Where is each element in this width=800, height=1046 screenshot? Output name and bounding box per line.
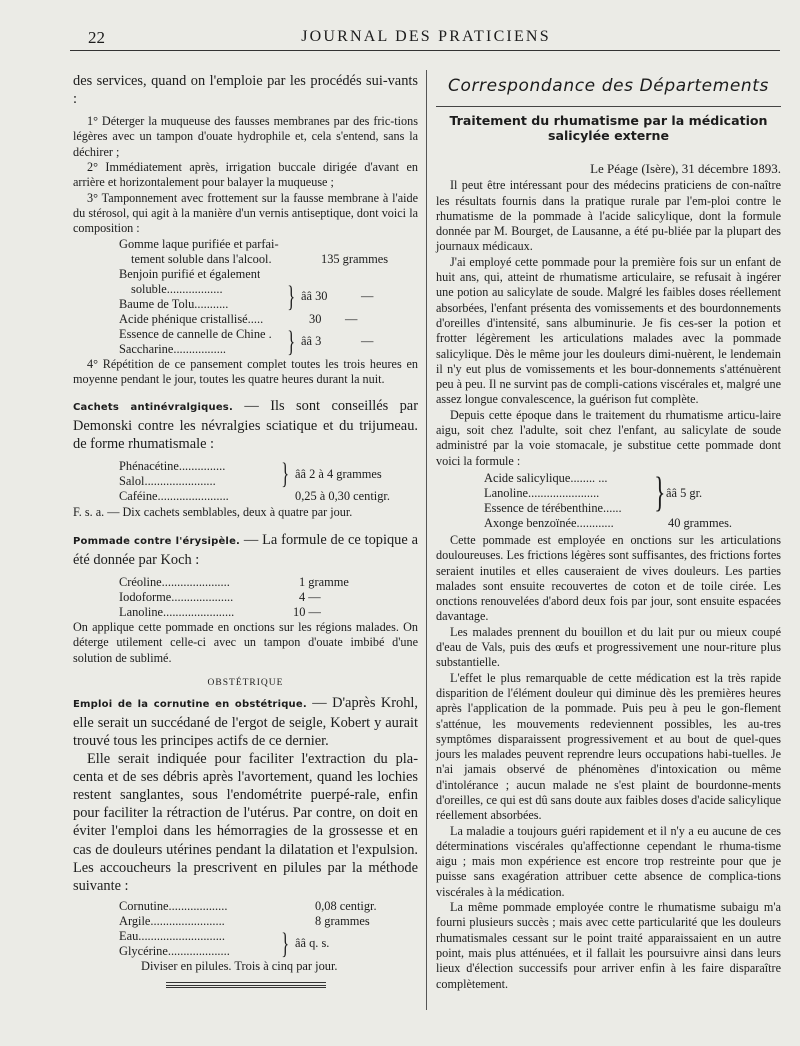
emploi-text: — D'après Krohl, elle serait un succédané de l'ergot de seigle, Kobert y aurait trouvé tous les principes actifs de ce dernier. bbox=[73, 694, 419, 749]
pilules-formula bbox=[119, 899, 418, 974]
step-2: 2° Immédiatement après, irrigation buccale dirigée d'avant en arrière et horizontalement pour balayer la muqueuse ; bbox=[73, 160, 418, 190]
cachets-formula bbox=[119, 459, 418, 504]
axonge-quantity: 40 grammes. bbox=[668, 515, 733, 530]
section-rule bbox=[436, 106, 781, 107]
brace: } bbox=[654, 470, 666, 517]
eau-glycerine-quantity: ââ q. s. bbox=[295, 936, 330, 951]
ingredient-phenacetine: Phénacétine............... bbox=[119, 459, 226, 474]
phenacetine-salol-quantity: ââ 2 à 4 grammes bbox=[295, 466, 382, 481]
dash: — bbox=[361, 334, 374, 349]
page-number: 22 bbox=[88, 28, 105, 47]
end-rule bbox=[166, 982, 326, 983]
lanoline-quantity: 10 — bbox=[293, 604, 321, 619]
section-label-obstetrique: OBSTÉTRIQUE bbox=[207, 677, 284, 688]
iodoforme-quantity: 4 — bbox=[299, 589, 321, 604]
brace: } bbox=[287, 279, 296, 313]
ingredient-lanoline: Lanoline....................... bbox=[484, 485, 600, 500]
brace: } bbox=[281, 926, 290, 960]
argile-quantity: 8 grammes bbox=[315, 913, 370, 928]
pommade-note: On applique cette pommade en onctions sur les régions malades. On déterge utilement celle-ci avec un tampon d'ouate imbibé d'une solution de sublimé. bbox=[73, 619, 418, 665]
cachets-paragraph bbox=[73, 397, 418, 453]
dash: — bbox=[345, 311, 358, 326]
article-paragraph-3: Depuis cette époque dans le traitement du rhumatisme articu-laire aigu, soit chez l'adulte, soit chez l'enfant, au salicylate de soude administré par la voie stomacale, je substitue cette pommade dont voici la formule : bbox=[436, 407, 781, 468]
section-heading: Correspondance des Départements bbox=[447, 76, 770, 96]
article-title: Traitement du rhumatisme par la médication salicylée externe bbox=[449, 113, 768, 143]
dash: — bbox=[361, 289, 374, 304]
ingredient-essence-cannelle: Essence de cannelle de Chine . bbox=[119, 326, 272, 341]
cachets-note: F. s. a. — Dix cachets semblables, deux à quatre par jour. bbox=[73, 505, 353, 520]
ingredient-acide-phenique: Acide phénique cristallisé..... bbox=[119, 311, 264, 326]
emploi-paragraph-2: Elle serait indiquée pour faciliter l'extraction du pla-centa et de ses débris après l'avortement, quand les lochies restent sanglantes, sous l'endométrite puerpé-rale, enfin pour faciliter la rétraction de l'utérus. Par contre, on doit en éviter l'emploi dans les hémorragies de la grossesse et en cas de douleurs utérines pendant la dilatation et l'expulsion. Les accoucheurs la prescrivent en pilules par la méthode suivante : bbox=[73, 751, 418, 894]
ingredient-salol: Salol....................... bbox=[119, 474, 216, 489]
ingredient-baume: Baume de Tolu........... bbox=[119, 296, 229, 311]
column-divider bbox=[426, 70, 427, 1010]
saccharine-quantity: ââ 3 bbox=[301, 334, 322, 349]
page-header bbox=[70, 24, 782, 50]
gomme-quantity: 135 grammes bbox=[321, 251, 389, 266]
ingredient-lanoline: Lanoline....................... bbox=[119, 604, 235, 619]
salicylic-formula bbox=[484, 471, 781, 531]
right-column bbox=[436, 72, 781, 992]
ingredient-argile: Argile........................ bbox=[119, 913, 225, 928]
article-paragraph-2: J'ai employé cette pommade pour la première fois sur un enfant de huit ans, qui, atteint de rhumatisme articulaire, se refusait à ingérer une potion au salicylate de soude. Malgré les faibles doses réellement absorbées, l'enfant présenta des vomissements et des bourdonnements d'oreilles d'intensité, sans albuminurie. Je fis ces-ser la potion et frotter légèrement les articulations malades avec la pommade salicylique. Dès le même jour les douleurs dimi-nuèrent, le lendemain il n'y eut plus de vomissements et les bour-donnements s'atténuèrent peu à peu. Il ne survint pas de compli-cations viscérales et, malgré une assez longue convalescence, la guérison fut complète. bbox=[436, 254, 781, 407]
header-rule bbox=[70, 50, 780, 51]
brace: } bbox=[287, 324, 296, 358]
article-paragraph-5: Les malades prennent du bouillon et du lait pur ou mieux coupé d'eau de Vals, puis des œufs et progressivement une nour-riture plus substantielle. bbox=[436, 624, 781, 670]
article-paragraph-7: La maladie a toujours guéri rapidement et il n'y a eu aucune de ces déterminations viscérales qu'affectionne cependant le rhuma-tisme aigu ; mais mon expérience est encore trop restreinte pour que je puisse sans exagération attribuer cette absence de complica-tions viscérales à la médication. bbox=[436, 823, 781, 899]
ingredient-glycerine: Glycérine.................... bbox=[119, 943, 230, 958]
ingredient-cafeine: Caféine....................... bbox=[119, 489, 229, 504]
article-paragraph-4: Cette pommade est employée en onctions sur les articulations douloureuses. Les frictions légères sont suffisantes, des frictions fortes seraient inutiles et elles causeraient de vives douleurs. Les parties malades sont ensuite recouvertes de coton et de toile cirée. Les onctions renouvelées d'abord deux fois par jour, sont ensuite espacées davantage. bbox=[436, 532, 781, 624]
intro-paragraph: des services, quand on l'emploie par les procédés sui-vants : bbox=[73, 73, 418, 108]
pilules-note: Diviser en pilules. Trois à cinq par jour. bbox=[141, 958, 338, 973]
article-paragraph-1: Il peut être intéressant pour des médecins praticiens de con-naître les résultats fournis dans la pratique rurale par l'em-ploi contre le rhumatisme de la pommade à l'acide salicylique, dont la formule donnée par M. Bourget, de Lausanne, a été pu-bliée par la plupart des journaux médicaux. bbox=[436, 178, 781, 254]
pommade-formula bbox=[119, 575, 418, 620]
ingredient-axonge: Axonge benzoïnée............ bbox=[484, 515, 614, 530]
journal-title: JOURNAL DES PRATICIENS bbox=[301, 28, 551, 45]
dateline: Le Péage (Isère), 31 décembre 1893. bbox=[590, 161, 781, 176]
emploi-title: Emploi de la cornutine en obstétrique. bbox=[73, 698, 307, 710]
acide-quantity: 30 bbox=[309, 311, 322, 326]
cornutine-quantity: 0,08 centigr. bbox=[315, 898, 377, 913]
ingredient-essence-terebenthine: Essence de térébenthine...... bbox=[484, 500, 622, 515]
ingredient-benjoin: Benjoin purifié et également bbox=[119, 266, 261, 281]
ingredient-creoline: Créoline...................... bbox=[119, 574, 230, 589]
article-paragraph-6: L'effet le plus remarquable de cette médication est la très rapide disparition de l'élément douleur qui diminue dès les premières heures après l'application de la pommade. Puis peu à peu le gon-flement s'atténue, les mouvements redeviennent possibles, les au-tres symptômes disparaissent progressivement et au bout de quel-ques jours les malades peuvent reprendre leurs occupations habi-tuelles. Je n'ai jamais observé de phénomènes d'intoxication ou même d'intolérance ; aucun malade ne s'est plaint de bourdonne-ments d'oreilles, ce qui est dû sans doute aux faibles doses d'acide salicylique réellement absorbées. bbox=[436, 670, 781, 823]
step-1: 1° Déterger la muqueuse des fausses membranes par des fric-tions légères avec un tampon d'ouate hydrophile et, cela s'entend, sans la déchirer ; bbox=[73, 114, 418, 159]
cachets-text: — Ils sont conseillés par Demonski contre les névralgies sciatique et du trijumeau. de forme rhumatismale : bbox=[73, 398, 418, 453]
left-column bbox=[73, 72, 418, 991]
pommade-text: — La formule de ce topique a été donnée par Koch : bbox=[73, 531, 418, 568]
sterosol-formula bbox=[119, 237, 418, 357]
baume-quantity: ââ 30 bbox=[301, 289, 328, 304]
aa-quantity: ââ 5 gr. bbox=[666, 485, 703, 500]
brace: } bbox=[281, 457, 290, 491]
ingredient-iodoforme: Iodoforme.................... bbox=[119, 589, 234, 604]
end-rule-double bbox=[166, 985, 326, 991]
emploi-paragraph bbox=[73, 694, 418, 750]
ingredient-eau: Eau............................ bbox=[119, 928, 225, 943]
article-paragraph-8: La même pommade employée contre le rhumatisme subaigu m'a fourni plusieurs succès ; mais avec cette particularité que les douleurs rhumatismales cessant sur le point traité apparaissaient en un autre point, mais plus atténuées, et il fallait les poursuivre ainsi dans leurs lieux d'élection successifs pour arriver enfin à les faire disparaître complètement. bbox=[436, 900, 781, 991]
step-3: 3° Tamponnement avec frottement sur la fausse membrane à l'aide du stérosol, qui agit à la manière d'un vernis antiseptique, dont voici la composition : bbox=[73, 190, 418, 236]
ingredient-saccharine: Saccharine................. bbox=[119, 341, 227, 356]
ingredient-cornutine: Cornutine................... bbox=[119, 898, 228, 913]
cachets-title: Cachets antinévralgiques. bbox=[73, 402, 233, 414]
pommade-title: Pommade contre l'érysipèle. bbox=[73, 535, 241, 547]
cafeine-quantity: 0,25 à 0,30 centigr. bbox=[295, 489, 390, 504]
creoline-quantity: 1 gramme bbox=[299, 574, 349, 589]
ingredient-soluble: soluble.................. bbox=[131, 281, 223, 296]
ingredient-acide-salicylique: Acide salicylique........ ... bbox=[484, 470, 608, 485]
ingredient-gomme: Gomme laque purifiée et parfai- bbox=[119, 236, 279, 251]
ingredient-gomme-2: tement soluble dans l'alcool. bbox=[131, 251, 272, 266]
pommade-paragraph bbox=[73, 531, 418, 569]
step-4: 4° Répétition de ce pansement complet toutes les trois heures en moyenne pendant le jour, toutes les quatre heures durant la nuit. bbox=[73, 356, 418, 386]
